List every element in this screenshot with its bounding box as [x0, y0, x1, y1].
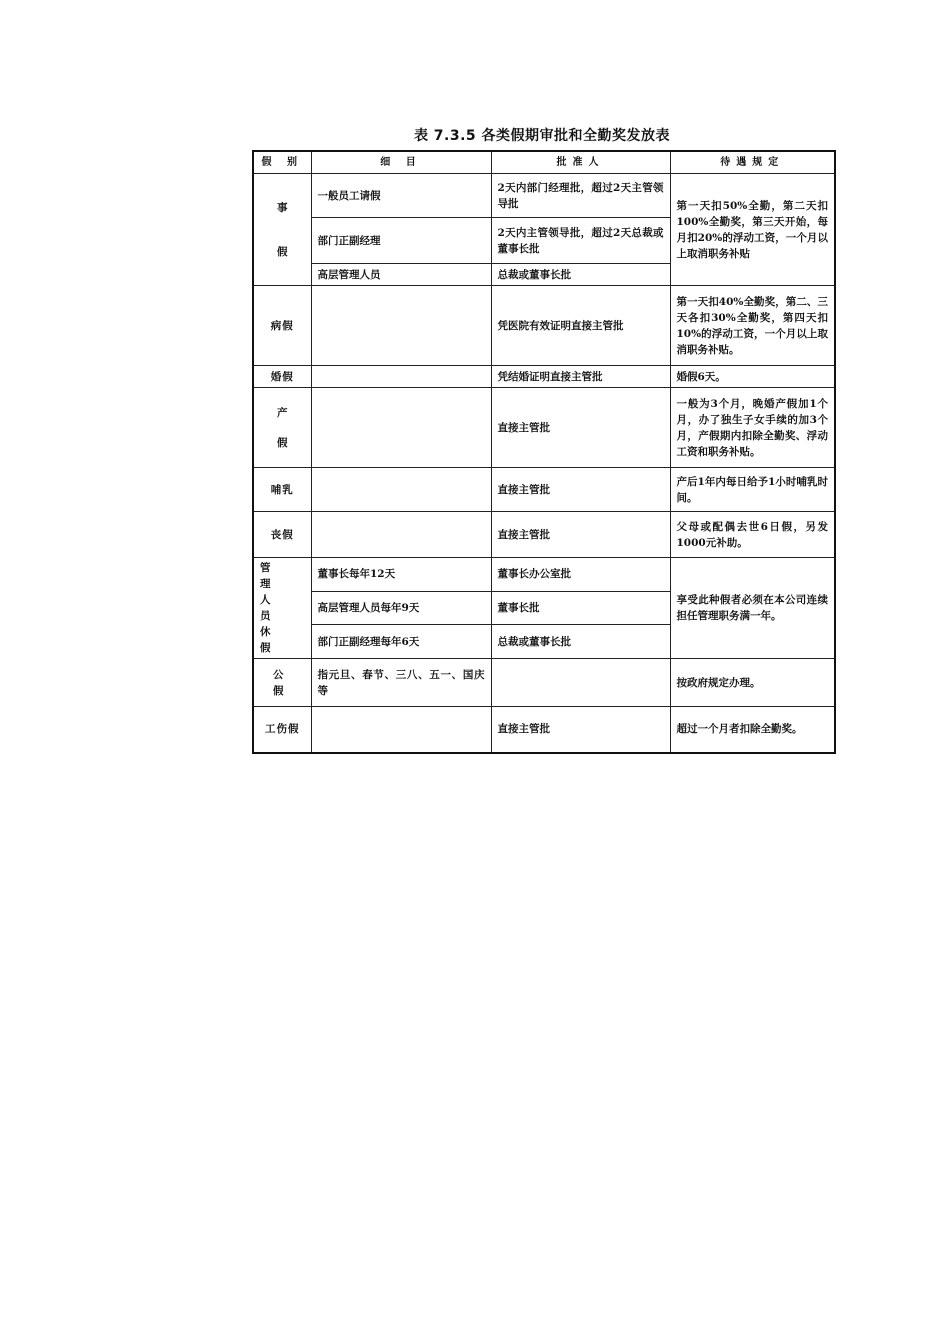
category-cell: 丧假: [253, 512, 311, 558]
category-cell: [253, 388, 311, 468]
treatment-cell: 享受此种假者必须在本公司连续担任管理职务满一年。: [670, 558, 835, 659]
header-category: 假 别: [253, 151, 311, 174]
approver-cell: 总裁或董事长批: [491, 625, 670, 659]
treatment-cell: 第一天扣50%全勤，第二天扣100%全勤奖，第三天开始，每月扣20%的浮动工资，一个月以上取消职务补贴: [670, 174, 835, 286]
detail-cell: 一般员工请假: [311, 174, 491, 218]
header-detail: 细 目: [311, 151, 491, 174]
category-cell: 工伤假: [253, 707, 311, 753]
leave-approval-table: [252, 150, 836, 754]
approver-cell: 凭医院有效证明直接主管批: [491, 286, 670, 366]
detail-cell: 部门正副经理: [311, 218, 491, 264]
header-treatment: 待遇规定: [670, 151, 835, 174]
category-label: 产假: [277, 406, 288, 449]
table-row: [253, 558, 835, 592]
approver-cell: 总裁或董事长批: [491, 264, 670, 286]
header-approver: 批准人: [491, 151, 670, 174]
detail-cell: 高层管理人员每年9天: [311, 591, 491, 625]
approver-cell: 2天内部门经理批，超过2天主管领导批: [491, 174, 670, 218]
treatment-cell: 第一天扣40%全勤奖，第二、三天各扣30%全勤奖，第四天扣10%的浮动工资，一个月以上取消职务补贴。: [670, 286, 835, 366]
category-label: 事假: [277, 201, 288, 258]
header-row: [253, 151, 835, 174]
approver-cell: [491, 659, 670, 707]
category-label-line: 管 理: [260, 562, 281, 590]
category-label-line: 休 假: [260, 626, 281, 654]
detail-cell: 高层管理人员: [311, 264, 491, 286]
approver-cell: 董事长办公室批: [491, 558, 670, 592]
treatment-cell: 一般为3个月，晚婚产假加1个月，办了独生子女手续的加3个月，产假期内扣除全勤奖、浮动工资和职务补贴。: [670, 388, 835, 468]
approver-cell: 凭结婚证明直接主管批: [491, 366, 670, 388]
treatment-cell: 父母或配偶去世6日假，另发1000元补助。: [670, 512, 835, 558]
detail-cell: [311, 286, 491, 366]
table-title: 表 7.3.5 各类假期审批和全勤奖发放表: [413, 128, 671, 144]
detail-cell: [311, 388, 491, 468]
treatment-cell: 产后1年内每日给予1小时哺乳时间。: [670, 468, 835, 512]
detail-cell: 董事长每年12天: [311, 558, 491, 592]
approver-cell: 董事长批: [491, 591, 670, 625]
table-row: [253, 366, 835, 388]
approver-cell: 直接主管批: [491, 512, 670, 558]
detail-cell: [311, 707, 491, 753]
approver-cell: 直接主管批: [491, 468, 670, 512]
table-row: [253, 174, 835, 218]
category-cell: [253, 174, 311, 286]
detail-cell: [311, 366, 491, 388]
detail-cell: 指元旦、春节、三八、五一、国庆等: [311, 659, 491, 707]
category-cell: 哺乳: [253, 468, 311, 512]
table-row: [253, 388, 835, 468]
approver-cell: 直接主管批: [491, 707, 670, 753]
table-row: [253, 707, 835, 753]
detail-cell: [311, 512, 491, 558]
treatment-cell: 婚假6天。: [670, 366, 835, 388]
table-row: [253, 512, 835, 558]
category-cell: 公 假: [253, 659, 311, 707]
category-cell: 病假: [253, 286, 311, 366]
table-row: [253, 659, 835, 707]
treatment-cell: 超过一个月者扣除全勤奖。: [670, 707, 835, 753]
approver-cell: 2天内主管领导批，超过2天总裁或董事长批: [491, 218, 670, 264]
detail-cell: 部门正副经理每年6天: [311, 625, 491, 659]
category-label-line: 人 员: [260, 594, 281, 622]
category-cell: [253, 558, 311, 659]
approver-cell: 直接主管批: [491, 388, 670, 468]
treatment-cell: 按政府规定办理。: [670, 659, 835, 707]
detail-cell: [311, 468, 491, 512]
category-cell: 婚假: [253, 366, 311, 388]
table-row: [253, 468, 835, 512]
table-row: [253, 286, 835, 366]
